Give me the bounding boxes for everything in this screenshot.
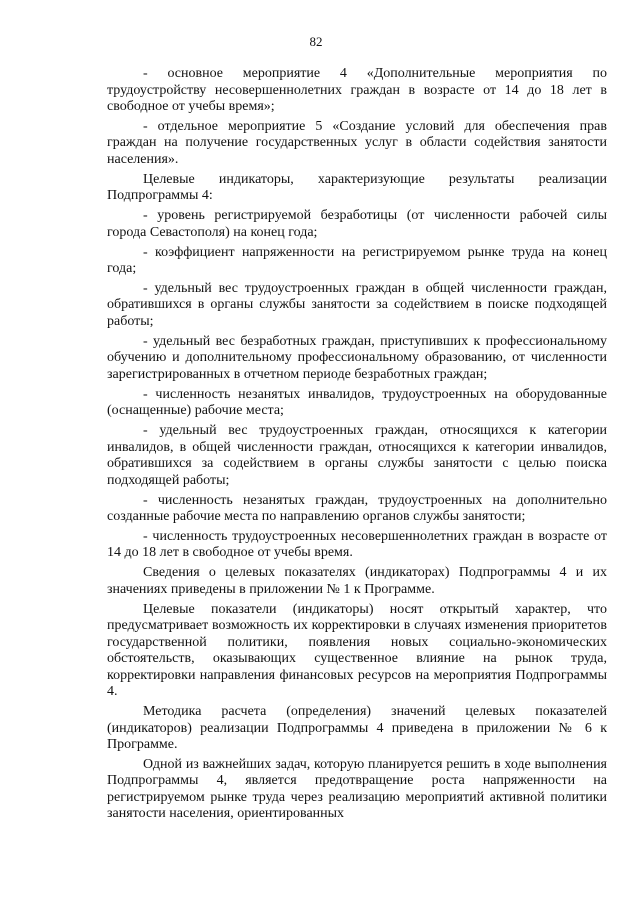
- paragraph-indicator-values-reference: Сведения о целевых показателях (индикаторах) Подпрограммы 4 и их значениях приведены в приложении № 1 к Программе.: [107, 565, 607, 597]
- list-item-unemployment-level: - уровень регистрируемой безработицы (от численности рабочей силы города Севастополя) на конец года;: [107, 208, 607, 240]
- paragraph-separate-activity-5: - отдельное мероприятие 5 «Создание условий для обеспечения прав граждан на получение государственных услуг в области содействия занятости населения».: [107, 118, 607, 167]
- list-item-tension-coefficient: - коэффициент напряженности на регистрируемом рынке труда на конец года;: [107, 244, 607, 277]
- paragraph-target-indicators-heading: Целевые индикаторы, характеризующие результаты реализации Подпрограммы 4:: [107, 171, 607, 204]
- paragraph-key-task: Одной из важнейших задач, которую планируется решить в ходе выполнения Подпрограммы 4, является предотвращение роста напряженности на регистрируемом рынке труда через реализацию мероприятий активной политики занятости населения, ориентированных: [107, 756, 607, 822]
- list-item-employed-share: - удельный вес трудоустроенных граждан в общей численности граждан, обратившихся в органы службы занятости за содействием в поиске подходящей работы;: [107, 280, 607, 329]
- list-item-additional-jobs-count: - численность незанятых граждан, трудоустроенных на дополнительно созданные рабочие места по направлению органов службы занятости;: [107, 492, 607, 525]
- list-item-minors-employed-count: - численность трудоустроенных несовершеннолетних граждан в возрасте от 14 до 18 лет в свободное от учебы время.: [107, 528, 607, 561]
- body-text: [107, 66, 607, 826]
- paragraph-open-character: Целевые показатели (индикаторы) носят открытый характер, что предусматривает возможность их корректировки в случаях изменения приоритетов государственной политики, появления новых социально-экономических обстоятельств, оказывающих существенное влияние на рынок труда, корректировки направления финансовых ресурсов на мероприятия Подпрограммы 4.: [107, 601, 607, 700]
- paragraph-calculation-method: Методика расчета (определения) значений целевых показателей (индикаторов) реализации Подпрограммы 4 приведена в приложении № 6 к Программе.: [107, 704, 607, 753]
- paragraph-main-activity-4: - основное мероприятие 4 «Дополнительные мероприятия по трудоустройству несовершеннолетних граждан в возрасте от 14 до 18 лет в свободное от учебы время»;: [107, 66, 607, 114]
- list-item-disabled-employed-count: - численность незанятых инвалидов, трудоустроенных на оборудованные (оснащенные) рабочие места;: [107, 386, 607, 419]
- list-item-disabled-employed-share: - удельный вес трудоустроенных граждан, относящихся к категории инвалидов, в общей численности граждан, относящихся к категории инвалидов, обратившихся за содействием в органы службы занятости с целью поиска подходящей работы;: [107, 423, 607, 488]
- list-item-training-share: - удельный вес безработных граждан, приступивших к профессиональному обучению и дополнительному профессиональному образованию, от численности зарегистрированных в отчетном периоде безработных граждан;: [107, 333, 607, 382]
- page-number: 82: [309, 34, 323, 49]
